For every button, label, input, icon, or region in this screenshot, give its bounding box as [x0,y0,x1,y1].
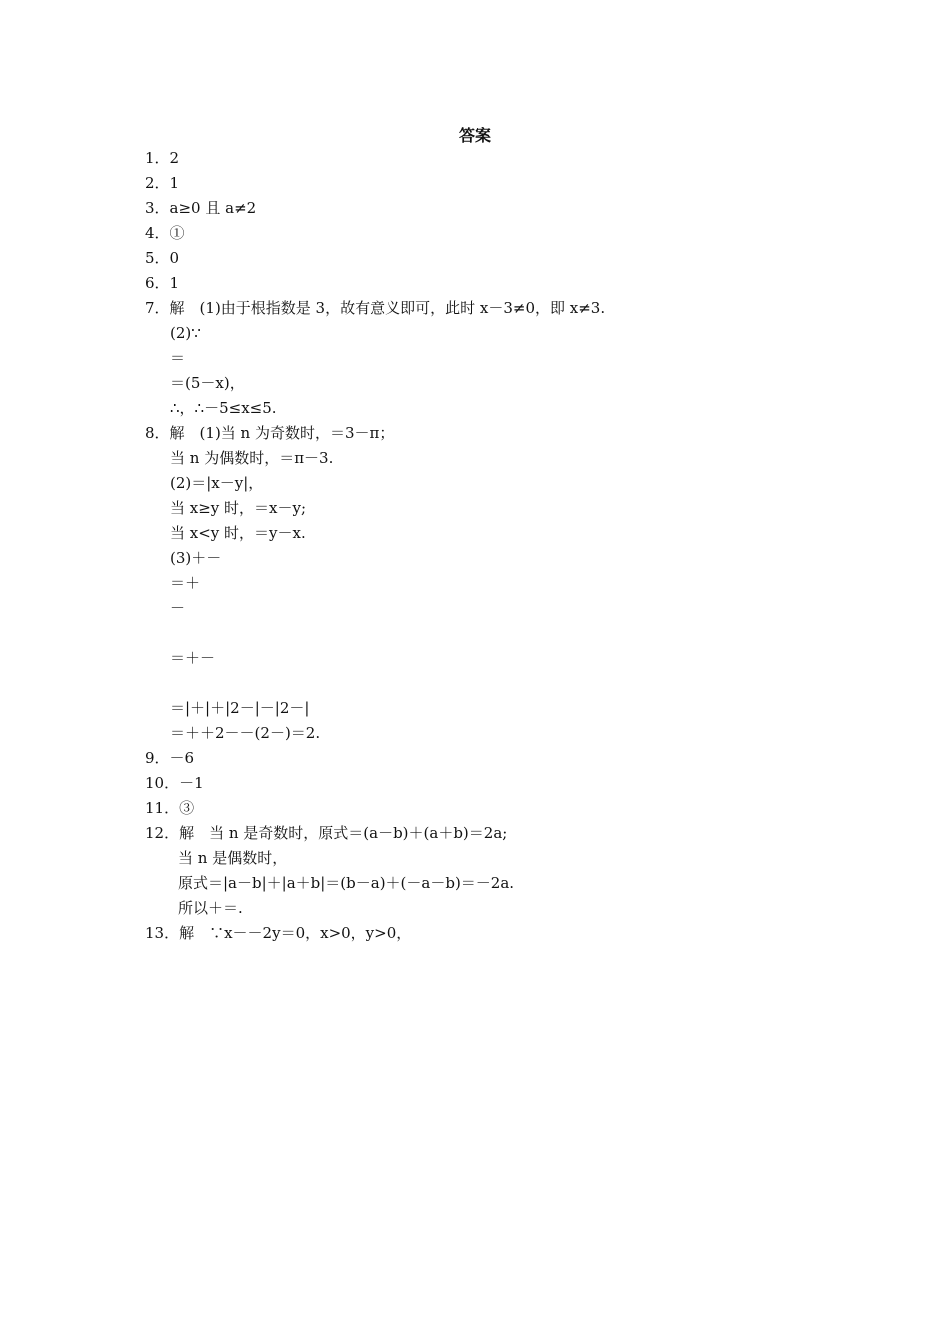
answer-line: 7．解 (1)由于根指数是 3，故有意义即可，此时 x－3≠0，即 x≠3. [145,299,606,317]
answer-line: 当 n 为偶数时，＝π－3. [170,449,334,467]
answer-line: 2．1 [145,174,180,192]
answer-line: 12．解 当 n 是奇数时，原式＝(a－b)＋(a＋b)＝2a; [145,824,508,842]
answer-line: (3)＋－ [170,549,222,567]
answer-line: ＝＋－ [170,649,216,667]
answer-line: ＝|＋|＋|2－|－|2－| [170,699,310,717]
answer-line: ＝＋ [170,574,201,592]
answer-line: ＝(5－x)， [170,374,245,392]
answer-line: 3．a≥0 且 a≠2 [145,199,257,217]
page-title: 答案 [458,126,491,145]
answer-line: 当 n 是偶数时， [178,849,288,867]
blank-line [0,671,950,696]
answer-line: 6．1 [145,274,180,292]
answer-line: 当 x<y 时，＝y－x. [170,524,306,542]
answer-line: 13．解 ∵x－－2y＝0，x>0，y>0， [145,924,412,942]
answer-list [0,146,950,946]
answer-line: (2)＝|x－y|， [170,474,264,492]
answer-line: (2)∵ [170,324,201,342]
blank-line [0,621,950,646]
answer-line: 5．0 [145,249,180,267]
answer-line: 9．－6 [145,749,195,767]
answer-line: 原式＝|a－b|＋|a＋b|＝(b－a)＋(－a－b)＝－2a. [178,874,515,892]
answer-line: ＝ [170,349,186,367]
answer-line: 1．2 [145,149,180,167]
answer-line: 所以＋＝. [178,899,243,917]
answer-line: － [170,599,186,617]
answer-line: 8．解 (1)当 n 为奇数时，＝3－π； [145,424,395,442]
answer-line: 当 x≥y 时，＝x－y; [170,499,307,517]
answer-line: ∴，∴－5≤x≤5. [170,399,277,417]
answer-line: 10．－1 [145,774,204,792]
answer-line: 4．① [145,224,185,242]
answer-line: ＝＋＋2－－(2－)＝2. [170,724,321,742]
answer-line: 11．③ [145,799,195,817]
